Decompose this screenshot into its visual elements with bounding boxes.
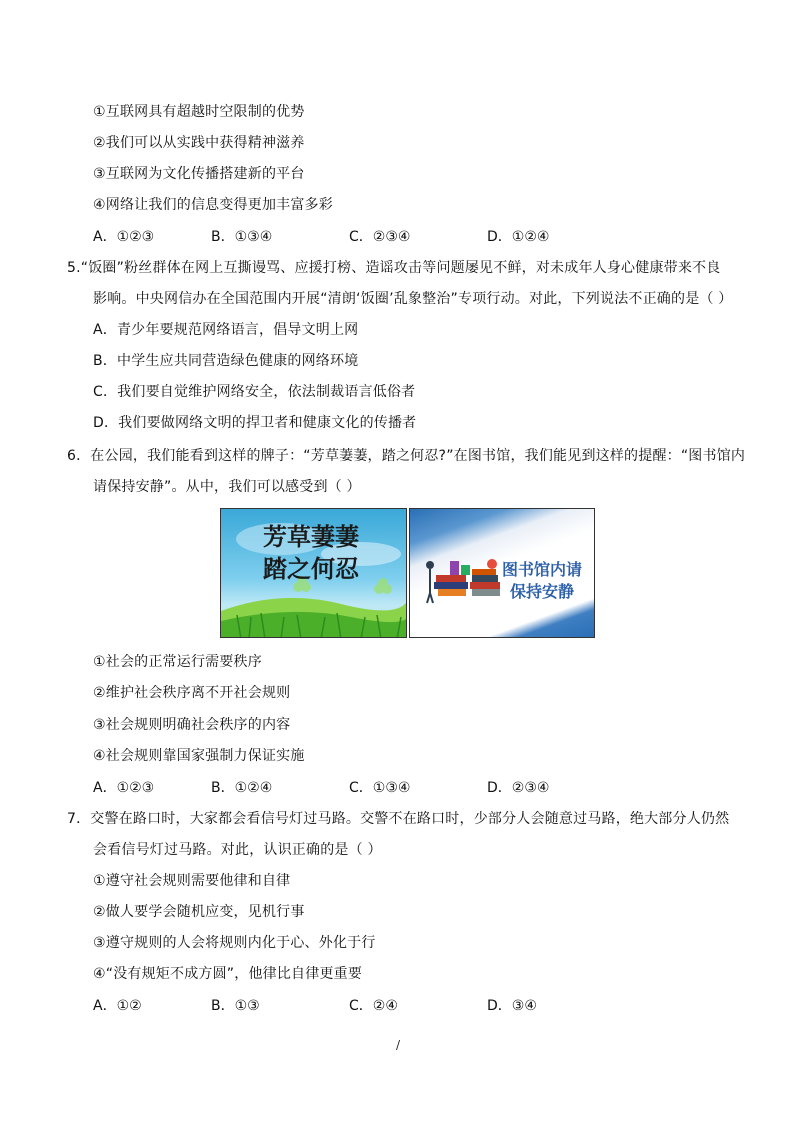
q4-statement-1: ①互联网具有超越时空限制的优势 [93,104,305,120]
q5-choice-b: B．中学生应共同营造绿色健康的网络环境 [93,353,359,369]
q7-option-d: D．③④ [487,998,537,1014]
q4-statement-2: ②我们可以从实践中获得精神滋养 [93,135,305,151]
q7-option-a: A．①② [93,998,142,1014]
q7-stem-line1: 7．交警在路口时，大家都会看信号灯过马路。交警不在路口时，少部分人会随意过马路，绝大部分人仍然 [67,811,730,827]
library-sign-line2: 保持安静 [510,582,575,601]
q6-stem-line2: 请保持安静”。从中，我们可以感受到（ ） [93,479,361,495]
q7-option-b: B．①③ [211,998,260,1014]
q6-option-c: C．①③④ [349,780,411,796]
q6-option-a: A．①②③ [93,780,155,796]
q6-statement-1: ①社会的正常运行需要秩序 [93,654,262,670]
q6-statement-3: ③社会规则明确社会秩序的内容 [93,717,291,733]
q4-statement-3: ③互联网为文化传播搭建新的平台 [93,166,305,182]
q6-statement-4: ④社会规则靠国家强制力保证实施 [93,748,305,764]
q6-stem-line1: 6．在公园，我们能看到这样的牌子：“芳草萋萋，踏之何忍?”在图书馆，我们能见到这样的提醒：“图书馆内 [67,448,746,464]
q6-option-b: B．①②④ [211,780,273,796]
q4-statement-4: ④网络让我们的信息变得更加丰富多彩 [93,197,333,213]
q7-statement-2: ②做人要学会随机应变，见机行事 [93,904,305,920]
q7-option-c: C．②④ [349,998,398,1014]
q7-stem-line2: 会看信号灯过马路。对此，认识正确的是（ ） [93,842,382,858]
q7-statement-4: ④“没有规矩不成方圆”，他律比自律更重要 [93,966,363,982]
q4-option-c: C．②③④ [349,229,411,245]
q5-choice-c: C．我们要自觉维护网络安全，依法制裁语言低俗者 [93,384,416,400]
q4-option-a: A．①②③ [93,229,155,245]
q6-statement-2: ②维护社会秩序离不开社会规则 [93,685,291,701]
park-sign-image [220,508,407,638]
page-number: / [396,1038,401,1052]
library-sign-image [409,508,595,638]
q5-stem-line2: 影响。中央网信办在全国范围内开展“清朗‘饭圈’乱象整治”专项行动。对此，下列说法不正确的是（ ） [93,291,733,307]
q5-choice-d: D．我们要做网络文明的捍卫者和健康文化的传播者 [93,415,417,431]
q4-option-b: B．①③④ [211,229,273,245]
q7-statement-3: ③遵守规则的人会将规则内化于心、外化于行 [93,935,376,951]
park-sign-line2: 踏之何忍 [263,554,359,583]
q6-option-d: D．②③④ [487,780,550,796]
q7-statement-1: ①遵守社会规则需要他律和自律 [93,873,291,889]
q4-option-d: D．①②④ [487,229,550,245]
q5-stem-line1: 5.“饭圈”粉丝群体在网上互撕谩骂、应援打榜、造谣攻击等问题屡见不鲜，对未成年人身心健康带来不良 [67,260,721,276]
library-sign-line1: 图书馆内请 [502,560,583,579]
park-sign-line1: 芳草萋萋 [263,522,359,551]
q5-choice-a: A．青少年要规范网络语言，倡导文明上网 [93,322,359,338]
